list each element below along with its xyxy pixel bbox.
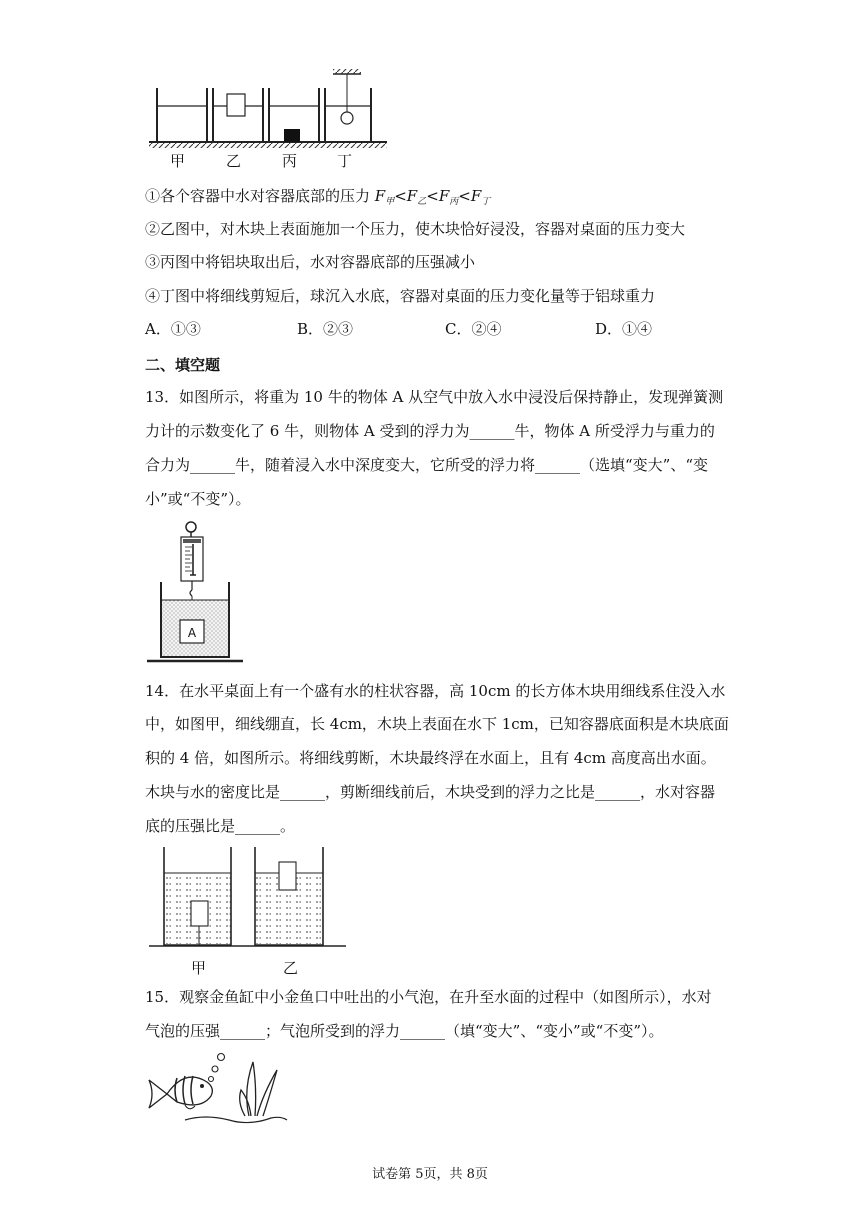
q12-statement-3: ③丙图中将铝块取出后，水对容器底部的压强减小 [145, 253, 476, 271]
q15-line-2: 气泡的压强______；气泡所受到的浮力______（填“变大”、“变小”或“不变”）。 [145, 1022, 664, 1040]
container-bing [269, 88, 319, 142]
q13-line-2: 力计的示数变化了 6 牛，则物体 A 受到的浮力为______牛，物体 A 所受浮力与重力的 [145, 422, 715, 440]
container-yi [213, 88, 263, 142]
q13-line-3: 合力为______牛，随着浸入水中深度变大，它所受的浮力将______（选填“变大”、“变 [145, 456, 709, 474]
q12-statement-1: ①各个容器中水对容器底部的压力 $F_甲<F_乙<F_丙<F_丁$ [145, 187, 491, 207]
container-jia [157, 88, 207, 142]
fig-label-yi: 乙 [226, 152, 242, 170]
q12-statement-4: ④丁图中将细线剪短后，球沉入水底，容器对桌面的压力变化量等于铝球重力 [145, 287, 656, 305]
fig14-label-jia: 甲 [191, 959, 207, 977]
fig-label-jia: 甲 [170, 152, 186, 170]
q14-line-4: 木块与水的密度比是______，剪断细线前后，木块受到的浮力之比是______，水对容器 [145, 783, 716, 801]
goldfish-figure [145, 1050, 290, 1130]
q14-line-3: 积的 4 倍，如图所示。将细线剪断，木块最终浮在水面上，且有 4cm 高度高出水面。 [145, 749, 716, 767]
q15-line-1: 15．观察金鱼缸中小金鱼口中吐出的小气泡，在升至水面的过程中（如图所示），水对 [145, 988, 712, 1006]
q12-option-d[interactable]: D．①④ [595, 320, 653, 338]
q12-option-a[interactable]: A．①③ [145, 320, 201, 338]
q12-statement-2: ②乙图中，对木块上表面施加一个压力，使木块恰好浸没，容器对桌面的压力变大 [145, 220, 686, 238]
wood-block-figure [145, 845, 350, 953]
q14-line-5: 底的压强比是______。 [145, 817, 296, 835]
page-footer: 试卷第 5页，共 8页 [372, 1167, 488, 1182]
fig-label-ding: 丁 [337, 152, 353, 170]
water-plant-icon [240, 1062, 277, 1116]
q13-line-4: 小”或“不变”）。 [145, 490, 251, 508]
goldfish-icon [149, 1076, 212, 1109]
q14-line-1: 14．在水平桌面上有一个盛有水的柱状容器，高 10cm 的长方体木块用细线系住没入水 [145, 682, 726, 700]
fig14-label-yi: 乙 [283, 959, 299, 977]
q12-option-b[interactable]: B．②③ [297, 320, 354, 338]
q13-line-1: 13．如图所示，将重为 10 牛的物体 A 从空气中放入水中浸没后保持静止，发现弹簧测 [145, 388, 724, 406]
fig-label-bing: 丙 [282, 152, 298, 170]
spring-scale-figure [145, 520, 245, 666]
q12-option-c[interactable]: C．②④ [445, 320, 502, 338]
section-heading-fill-in: 二、填空题 [145, 356, 221, 374]
q14-line-2: 中，如图甲，细线绷直，长 4cm，木块上表面在水下 1cm，已知容器底面积是木块底面 [145, 715, 729, 733]
block-a-label: A [187, 626, 197, 640]
container-ding [325, 69, 371, 142]
